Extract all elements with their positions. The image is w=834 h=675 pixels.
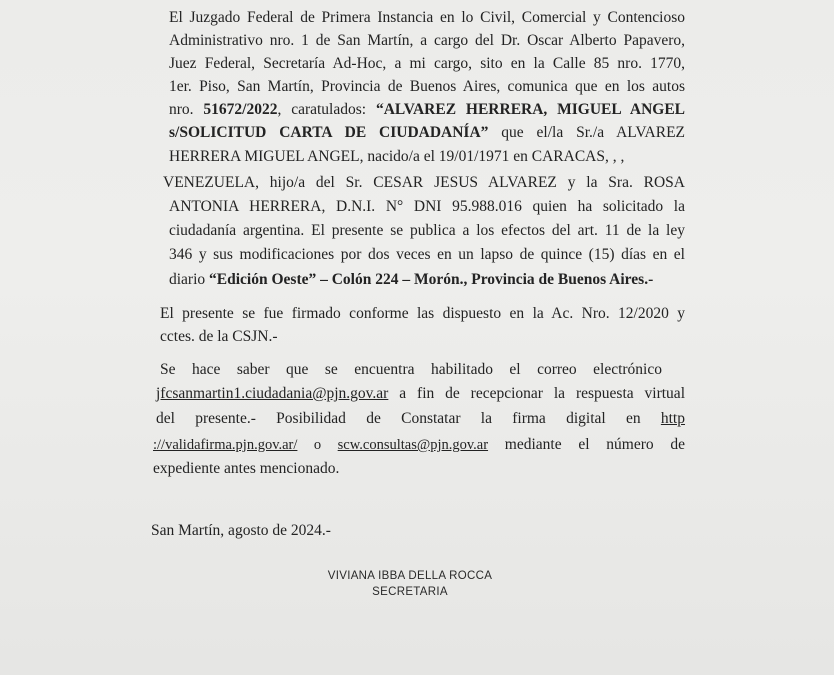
diario-label: diario: [169, 271, 210, 288]
case-title-part1: “ALVAREZ HERRERA, MIGUEL ANGEL: [375, 101, 685, 118]
validation-url-link[interactable]: ://validafirma.pjn.gov.ar/: [153, 437, 298, 453]
paragraph1-line12: [169, 270, 685, 290]
expediente-reference: mediante el número de: [488, 436, 685, 453]
paragraph1-line3: Juez Federal, Secretaría Ad-Hoc, a mi cargo, sito en la Calle 85 nro. 1770,: [169, 55, 685, 72]
validation-url-start[interactable]: http: [660, 410, 685, 427]
paragraph1-line11: 346 y sus modificaciones por dos veces en un lapso de quince (15) días en el: [169, 246, 685, 263]
paragraph1-line8: VENEZUELA, hijo/a del Sr. CESAR JESUS ALVAREZ y la Sra. ROSA: [163, 174, 685, 191]
case-title-part2: s/SOLICITUD CARTA DE CIUDADANÍA”: [169, 124, 489, 141]
contact-email-link[interactable]: jfcsanmartin1.ciudadania@pjn.gov.ar: [156, 385, 389, 402]
paragraph1-line7: HERRERA MIGUEL ANGEL, nacido/a el 19/01/1971 en CARACAS, , ,: [169, 148, 625, 165]
paragraph1-line6: [169, 123, 685, 143]
publication-name: “Edición Oeste” – Colón 224 – Morón., Provincia de Buenos Aires.-: [209, 271, 654, 288]
signature-title: SECRETARIA: [372, 586, 448, 598]
paragraph3-line3: [156, 409, 685, 429]
paragraph1-line1: El Juzgado Federal de Primera Instancia en lo Civil, Comercial y Contencioso: [169, 9, 685, 26]
paragraph1-line5: [169, 100, 685, 120]
verify-signature-text: del presente.- Posibilidad de Constatar la firma digital en: [156, 410, 661, 427]
paragraph3-line5: expediente antes mencionado.: [153, 460, 340, 477]
paragraph1-line10: ciudadanía argentina. El presente se publica a los efectos del art. 11 de la ley: [169, 222, 685, 239]
paragraph3-line2: [156, 384, 685, 404]
paragraph3-line1: Se hace saber que se encuentra habilitado el correo electrónico: [160, 361, 662, 378]
paragraph1-line2: Administrativo nro. 1 de San Martín, a cargo del Dr. Oscar Alberto Papavero,: [169, 32, 685, 49]
paragraph1-line9: ANTONIA HERRERA, D.N.I. N° DNI 95.988.016 quien ha solicitado la: [169, 198, 685, 215]
caratulados-label: , caratulados:: [277, 101, 376, 118]
case-prefix: nro.: [169, 101, 204, 118]
date-line: San Martín, agosto de 2024.-: [151, 522, 331, 539]
or-connector: o: [297, 437, 338, 453]
case-number: 51672/2022: [203, 101, 278, 118]
applicant-intro: que el/la Sr./a ALVAREZ: [488, 124, 686, 141]
paragraph1-line4: 1er. Piso, San Martín, Provincia de Buenos Aires, comunica que en los autos: [169, 78, 685, 95]
paragraph2-line1: El presente se fue firmado conforme las dispuesto en la Ac. Nro. 12/2020 y: [160, 305, 685, 322]
signature-name: VIVIANA IBBA DELLA ROCCA: [327, 570, 493, 582]
paragraph2-line2: cctes. de la CSJN.-: [160, 328, 278, 345]
contact-email-purpose: a fin de recepcionar la respuesta virtual: [388, 385, 685, 402]
consultas-email-link[interactable]: scw.consultas@pjn.gov.ar: [337, 437, 489, 453]
paragraph3-line4: [153, 435, 685, 455]
